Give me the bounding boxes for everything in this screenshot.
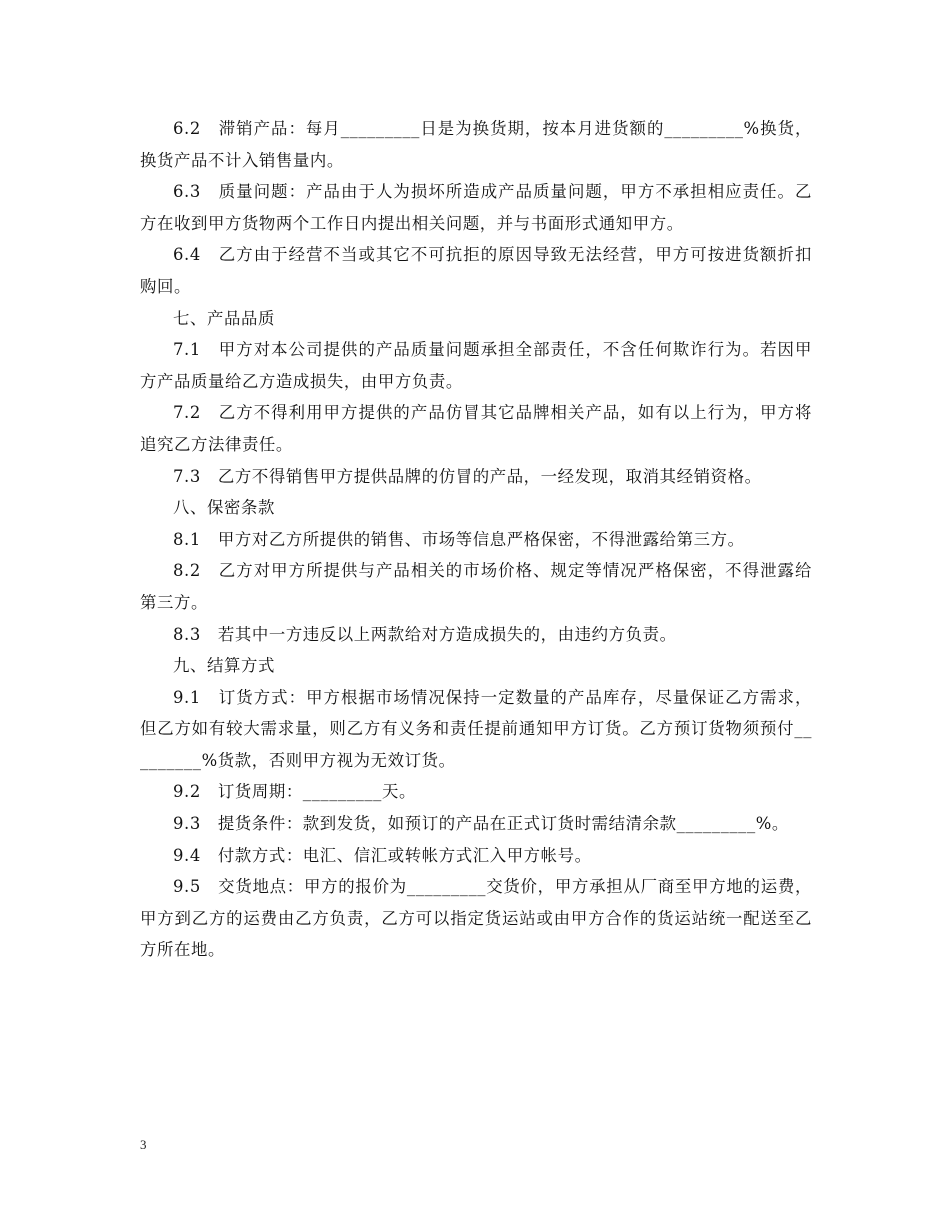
clause-6-3: 6.3 质量问题：产品由于人为损坏所造成产品质量问题，甲方不承担相应责任。乙方在收到甲方货物两个工作日内提出相关问题，并与书面形式通知甲方。 xyxy=(140,182,812,233)
page-number: 3 xyxy=(140,1137,147,1152)
document-body xyxy=(140,113,812,966)
section-heading-settlement: 九、结算方式 xyxy=(173,656,275,676)
section-heading-product-quality: 七、产品品质 xyxy=(173,308,275,328)
clause-8-1: 8.1 甲方对乙方所提供的销售、市场等信息严格保密，不得泄露给第三方。 xyxy=(173,529,745,549)
clause-7-1: 7.1 甲方对本公司提供的产品质量问题承担全部责任，不含任何欺诈行为。若因甲方产品质量给乙方造成损失，由甲方负责。 xyxy=(140,340,812,391)
clause-8-3: 8.3 若其中一方违反以上两款给对方造成损失的，由违约方负责。 xyxy=(173,624,677,644)
clause-9-1: 9.1 订货方式：甲方根据市场情况保持一定数量的产品库存，尽量保证乙方需求，但乙方如有较大需求量，则乙方有义务和责任提前通知甲方订货。乙方预订货物须预付_________%货款，否则甲方视为无效订货。 xyxy=(140,687,812,770)
clause-7-3: 7.3 乙方不得销售甲方提供品牌的仿冒的产品，一经发现，取消其经销资格。 xyxy=(173,466,762,486)
clause-9-5: 9.5 交货地点：甲方的报价为_________交货价，甲方承担从厂商至甲方地的运费，甲方到乙方的运费由乙方负责，乙方可以指定货运站或由甲方合作的货运站统一配送至乙方所在地。 xyxy=(140,877,812,960)
clause-9-3: 9.3 提货条件：款到发货，如预订的产品在正式订货时需结清余款_________%。 xyxy=(173,814,789,834)
clause-9-2: 9.2 订货周期：_________天。 xyxy=(173,782,416,802)
clause-9-4: 9.4 付款方式：电汇、信汇或转帐方式汇入甲方帐号。 xyxy=(173,845,592,865)
clause-7-2: 7.2 乙方不得利用甲方提供的产品仿冒其它品牌相关产品，如有以上行为，甲方将追究乙方法律责任。 xyxy=(140,403,812,454)
clause-8-2: 8.2 乙方对甲方所提供与产品相关的市场价格、规定等情况严格保密，不得泄露给第三方。 xyxy=(140,561,812,612)
clause-6-4: 6.4 乙方由于经营不当或其它不可抗拒的原因导致无法经营，甲方可按进货额折扣购回。 xyxy=(140,245,812,296)
clause-6-2: 6.2 滞销产品：每月_________日是为换货期，按本月进货额的_________%换货，换货产品不计入销售量内。 xyxy=(140,119,812,170)
section-heading-confidentiality: 八、保密条款 xyxy=(173,498,275,518)
